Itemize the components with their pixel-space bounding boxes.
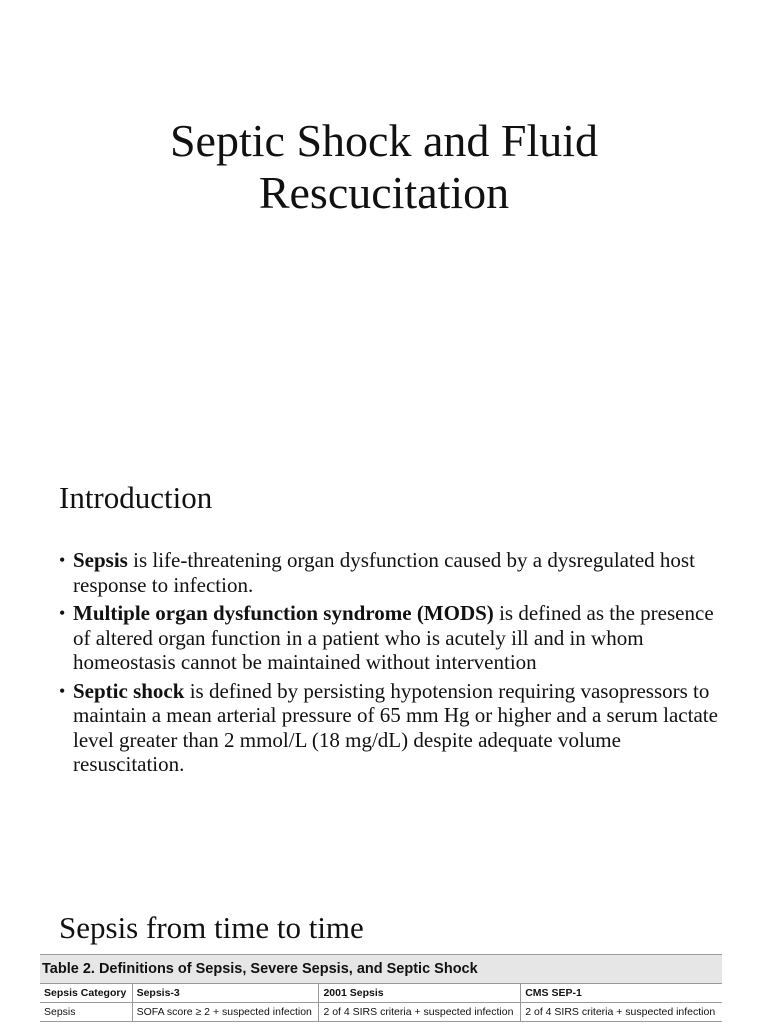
column-header: 2001 Sepsis — [319, 984, 521, 1003]
bullet-text: is defined as the presence of altered organ function in a patient who is acutely ill and in whom homeostasis cannot be maintained without intervention — [73, 601, 714, 674]
bullet-item — [59, 601, 719, 675]
column-header: CMS SEP-1 — [521, 984, 722, 1003]
bullet-icon: • — [59, 550, 66, 570]
table-cell: 2 of 4 SIRS criteria + suspected infection — [319, 1003, 521, 1022]
bullet-list — [59, 548, 719, 781]
bullet-icon: • — [59, 603, 66, 623]
table-row — [40, 1003, 722, 1022]
table-cell: 2 of 4 SIRS criteria + suspected infection — [521, 1003, 722, 1022]
sepsis-history-heading: Sepsis from time to time — [59, 910, 364, 945]
title-line-2: Rescucitation — [258, 167, 510, 218]
title-slide — [0, 0, 768, 440]
table — [40, 984, 722, 1022]
introduction-slide — [0, 440, 768, 880]
title-line-1: Septic Shock and Fluid — [169, 115, 599, 166]
bullet-term: Sepsis — [73, 548, 128, 572]
bullet-item — [59, 548, 719, 597]
introduction-heading: Introduction — [59, 480, 213, 515]
bullet-term: Multiple organ dysfunction syndrome (MODS) — [73, 601, 494, 625]
definitions-table — [40, 954, 722, 1024]
bullet-item — [59, 679, 719, 777]
table-cell: Sepsis — [40, 1003, 132, 1022]
bullet-text: is defined by persisting hypotension requiring vasopressors to maintain a mean arterial pressure of 65 mm Hg or higher and a serum lactate level greater than 2 mmol/L (18 mg/dL) despite adequate volume resuscitation. — [73, 678, 718, 776]
column-header: Sepsis Category — [40, 984, 132, 1003]
sepsis-history-slide — [0, 880, 768, 1024]
slide-title — [0, 115, 768, 219]
bullet-icon: • — [59, 680, 66, 701]
bullet-term: Septic shock — [73, 678, 185, 703]
column-header: Sepsis-3 — [132, 984, 319, 1003]
table-header-row — [40, 984, 722, 1003]
table-cell: SOFA score ≥ 2 + suspected infection — [132, 1003, 319, 1022]
table-caption: Table 2. Definitions of Sepsis, Severe Sepsis, and Septic Shock — [40, 954, 722, 984]
bullet-text: is life-threatening organ dysfunction caused by a dysregulated host response to infection. — [73, 548, 695, 597]
